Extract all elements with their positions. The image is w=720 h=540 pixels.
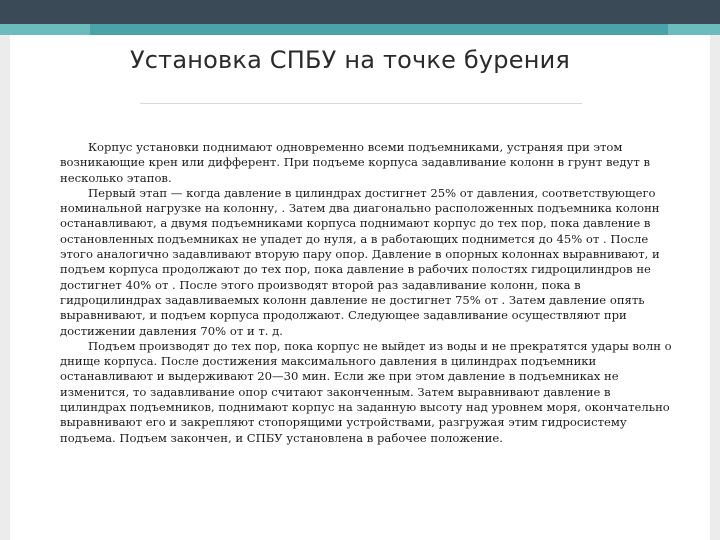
header-band — [0, 0, 720, 24]
slide-title: Установка СПБУ на точке бурения — [129, 46, 571, 74]
paragraph: Первый этап — когда давление в цилиндрах достигнет 25% от давления, соответствующего номинальной нагрузке на колонну, . Затем два диагонально расположенных подъемника колонн останавливают, а двумя подъемниками корпуса поднимают корпус до тех пор, пока давление в остановленных подъемниках не упадет до нуля, а в работающих поднимется до 45% от . После этого аналогично задавливают вторую пару опор. Давление в опорных колоннах выравнивают, и подъем корпуса продолжают до тех пор, пока давление в рабочих полостях гидроцилиндров не достигнет 40% от . После этого производят второй раз задавливание колонн, пока в гидроцилиндрах задавливаемых колонн давление не достигнет 75% от . Затем давление опять выравнивают, и подъем корпуса продолжают. Следующее задавливание осуществляют при достижении давления 70% от и т. д. — [60, 185, 660, 338]
title-underline — [140, 103, 582, 104]
accent-band — [0, 24, 720, 35]
accent-segment — [668, 24, 720, 35]
paragraph: Подъем производят до тех пор, пока корпус не выйдет из воды и не прекратятся удары волн о днище корпуса. После достижения максимального давления в цилиндрах подъемники останавливают и выдерживают 20—30 мин. Если же при этом давление в подъемниках не изменится, то задавливание опор считают законченным. Затем выравнивают давление в цилиндрах подъемников, поднимают корпус на заданную высоту над уровнем моря, окончательно выравнивают его и закрепляют стопорящими устройствами, разгружая этим гидросистему подъема. Подъем закончен, и СПБУ установлена в рабочее положение. — [60, 338, 672, 445]
accent-segment — [0, 24, 90, 35]
slide-body — [60, 140, 675, 446]
paragraph: Корпус установки поднимают одновременно всеми подъемниками, устраняя при этом возникающие крен или дифферент. При подъеме корпуса задавливание колонн в грунт ведут в несколько этапов. — [60, 140, 650, 185]
